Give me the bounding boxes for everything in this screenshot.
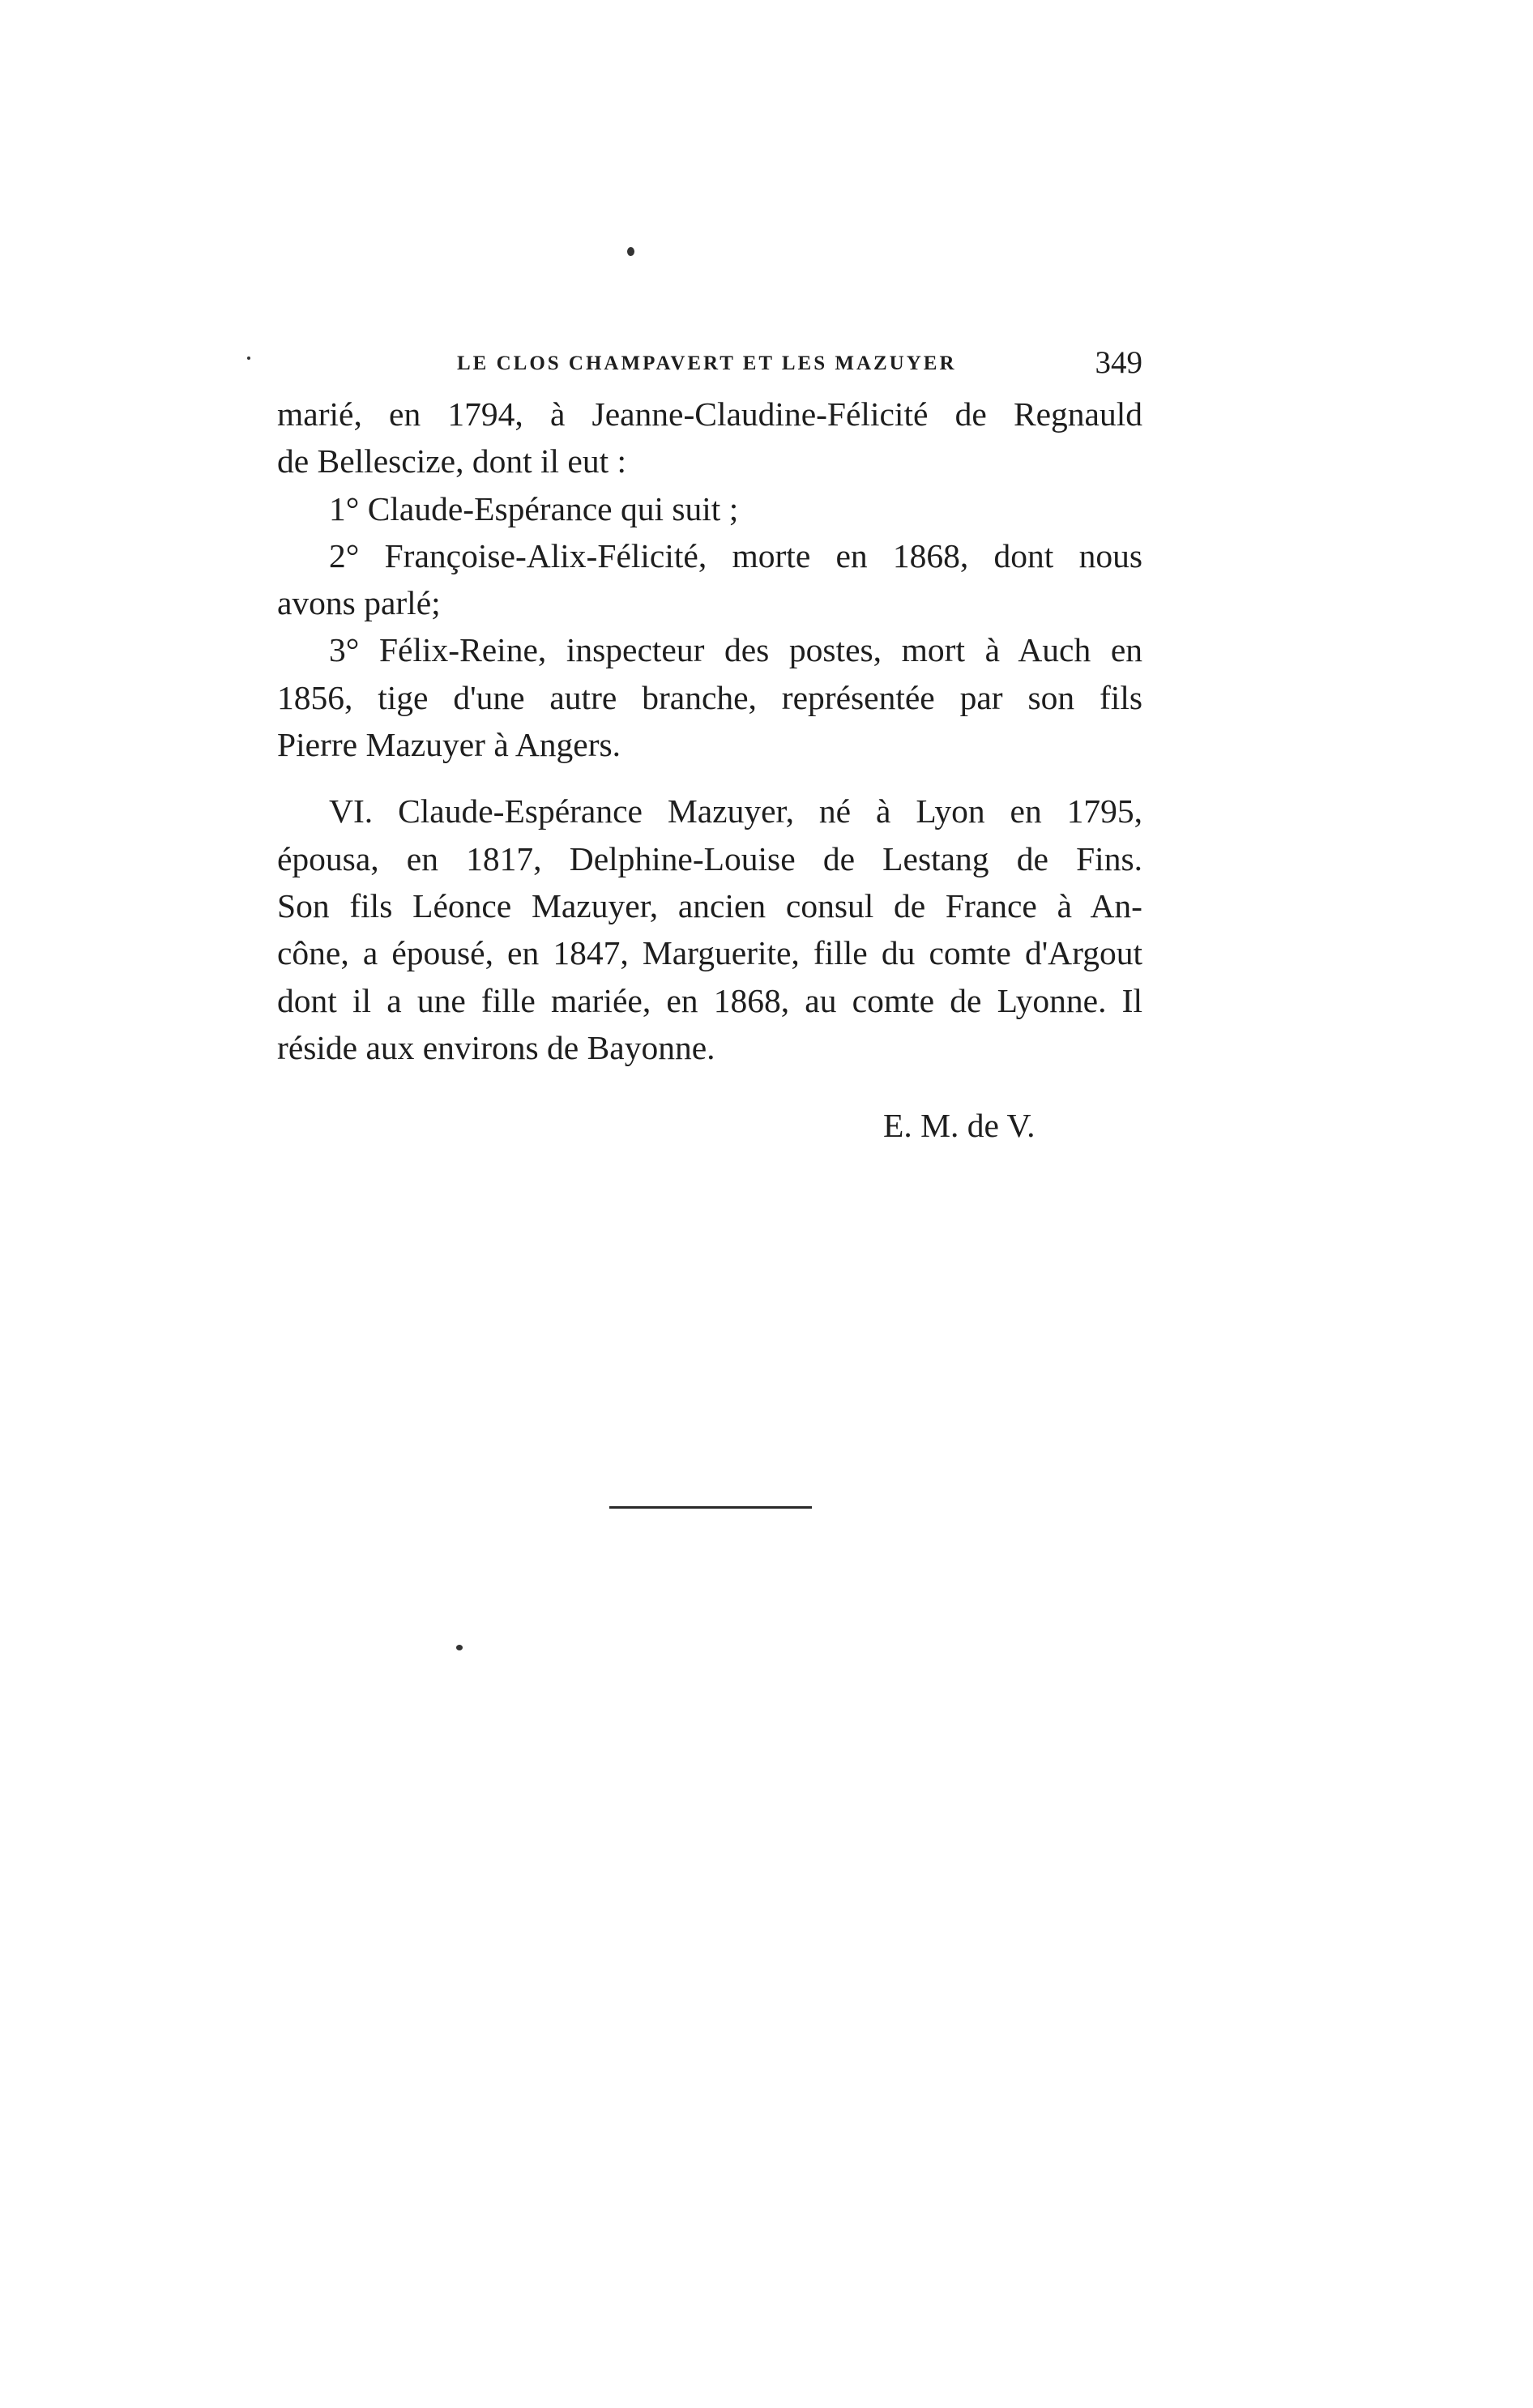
- author-signature: E. M. de V.: [883, 1107, 1036, 1144]
- list-item-line: 2° Françoise-Alix-Félicité, morte en 1868, dont nous: [329, 536, 1142, 574]
- print-speck: [247, 357, 250, 360]
- text-line: épousa, en 1817, Delphine-Louise de Lestang de Fins.: [277, 839, 1142, 877]
- text-line: réside aux environs de Bayonne.: [277, 1028, 715, 1066]
- print-speck: [627, 247, 634, 256]
- text-line: avons parlé;: [277, 584, 441, 622]
- text-line: marié, en 1794, à Jeanne-Claudine-Félicité de Regnauld: [277, 395, 1142, 433]
- list-item-line: 3° Félix-Reine, inspecteur des postes, mort à Auch en: [329, 631, 1142, 669]
- print-speck: [456, 1645, 463, 1650]
- end-rule: [609, 1506, 812, 1509]
- text-line: cône, a épousé, en 1847, Marguerite, fille du comte d'Argout: [277, 934, 1142, 972]
- running-title: LE CLOS CHAMPAVERT ET LES MAZUYER: [457, 352, 957, 374]
- text-line: Pierre Mazuyer à Angers.: [277, 726, 621, 764]
- running-head: [275, 344, 1142, 385]
- text-line: 1856, tige d'une autre branche, représentée par son fils: [277, 678, 1142, 716]
- text-line: dont il a une fille mariée, en 1868, au comte de Lyonne. Il: [277, 981, 1142, 1019]
- list-item-line: 1° Claude-Espérance qui suit ;: [329, 489, 739, 527]
- paragraph-first-line: VI. Claude-Espérance Mazuyer, né à Lyon en 1795,: [329, 792, 1142, 830]
- page-number: 349: [1095, 345, 1142, 380]
- text-line: de Bellescize, dont il eut :: [277, 442, 627, 480]
- body-text: [277, 391, 1142, 1071]
- text-line: Son fils Léonce Mazuyer, ancien consul de France à An-: [277, 886, 1142, 924]
